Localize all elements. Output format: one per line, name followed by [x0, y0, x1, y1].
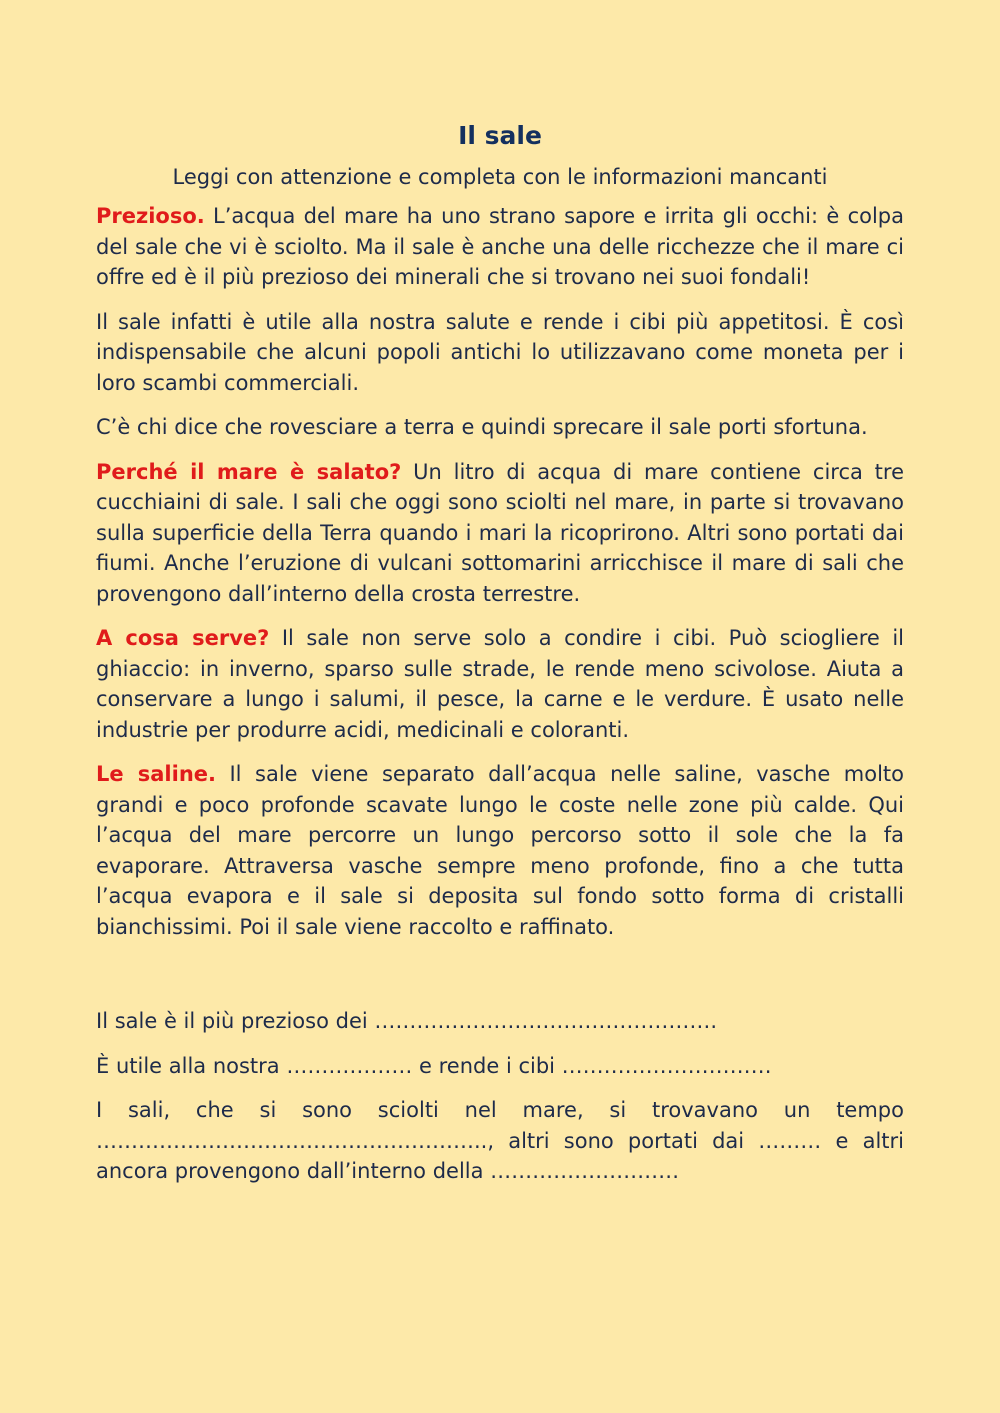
page-title: Il sale	[458, 121, 542, 150]
keyword-a-cosa-serve: A cosa serve?	[96, 626, 270, 650]
exercise-line-2: È utile alla nostra ……………… e rende i cibi …………………………	[96, 1053, 772, 1078]
keyword-perche-salato: Perché il mare è salato?	[96, 459, 402, 484]
paragraph-saline	[96, 759, 904, 942]
keyword-saline: Le saline.	[96, 762, 216, 786]
paragraph-text: L’acqua del mare ha uno strano sapore e irrita gli occhi: è colpa del sale che vi è sciolto. Ma il sale è anche una delle ricchezze che il mare ci offre ed è il più prezioso dei minerali che si trovano nei suoi fondali!	[96, 204, 904, 289]
paragraph-text: C’è chi dice che rovesciare a terra e quindi sprecare il sale porti sfortuna.	[96, 415, 868, 439]
paragraph-text: Un litro di acqua di mare contiene circa tre cucchiaini di sale. I sali che oggi sono sciolti nel mare, in parte si trovavano sulla superficie della Terra quando i mari la ricoprirono. Altri sono portati dai fiumi. Anche l’eruzione di vulcani sottomarini arricchisce il mare di sali che provengono dall’interno della crosta terrestre.	[96, 459, 904, 606]
instructions-subtitle: Leggi con attenzione e completa con le informazioni mancanti	[172, 165, 828, 189]
exercise-line-3: I sali, che si sono sciolti nel mare, si trovavano un tempo ……………………………………………….., altri sono portati dai ……… e altri ancora provengono dall’interno della ………………………	[96, 1098, 904, 1183]
paragraph-prezioso	[96, 201, 904, 293]
keyword-prezioso: Prezioso.	[96, 204, 205, 228]
fill-in-exercise	[96, 1006, 904, 1187]
paragraph-a-cosa-serve	[96, 623, 904, 745]
paragraph-salute	[96, 307, 904, 399]
document-page	[96, 118, 904, 1201]
paragraph-perche-salato	[96, 457, 904, 610]
exercise-line-1: Il sale è il più prezioso dei ………………………………………….	[96, 1009, 718, 1033]
paragraph-text: Il sale non serve solo a condire i cibi. Può sciogliere il ghiaccio: in inverno, sparso sulle strade, le rende meno scivolose. Aiuta a conservare a lungo i salumi, il pesce, la carne e le verdure. È usato nelle industrie per produrre acidi, medicinali e coloranti.	[96, 626, 904, 742]
paragraph-text: Il sale viene separato dall’acqua nelle saline, vasche molto grandi e poco profonde scavate lungo le coste nelle zone più calde. Qui l’acqua del mare percorre un lungo percorso sotto il sole che la fa evaporare. Attraversa vasche sempre meno profonde, fino a che tutta l’acqua evapora e il sale si deposita sul fondo sotto forma di cristalli bianchissimi. Poi il sale viene raccolto e raffinato.	[96, 762, 904, 939]
paragraph-text: Il sale infatti è utile alla nostra salute e rende i cibi più appetitosi. È così indispensabile che alcuni popoli antichi lo utilizzavano come moneta per i loro scambi commerciali.	[96, 309, 904, 395]
paragraph-sfortuna	[96, 412, 904, 443]
